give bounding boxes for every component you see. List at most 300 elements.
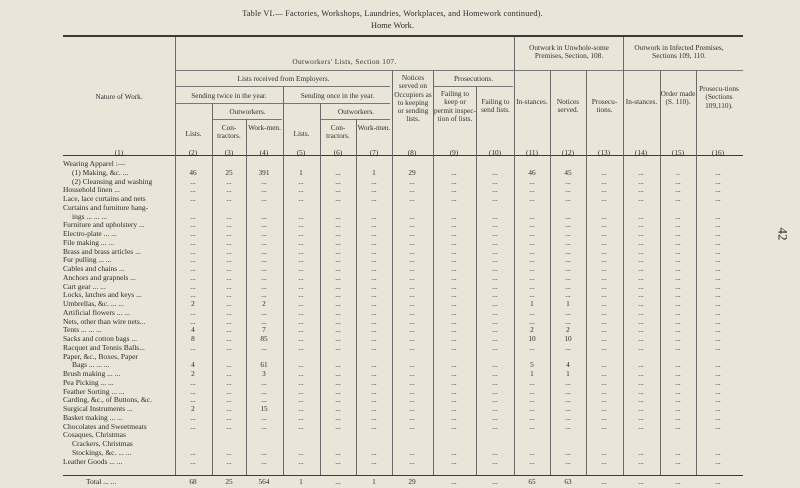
table-cell: 2 — [530, 325, 534, 335]
table-cell: ... — [529, 386, 535, 396]
table-cell: ... — [371, 342, 377, 352]
table-cell: ... — [565, 395, 571, 405]
table-cell: ... — [335, 477, 341, 486]
table-cell: ... — [335, 325, 341, 335]
rule-under-prosecutions — [433, 86, 513, 87]
table-cell: ... — [529, 377, 535, 387]
table-row — [0, 458, 790, 467]
table-cell: ... — [492, 360, 498, 370]
column-number: (7) — [369, 148, 379, 157]
table-cell: ... — [565, 272, 571, 282]
table-cell: ... — [261, 272, 267, 282]
table-cell: ... — [409, 299, 415, 308]
table-cell: ... — [565, 342, 571, 352]
table-cell: ... — [715, 290, 721, 300]
table-cell: ... — [371, 290, 377, 300]
table-cell: ... — [298, 220, 304, 230]
table-cell: ... — [371, 211, 377, 221]
table-cell: ... — [451, 167, 457, 177]
table-cell: ... — [492, 290, 498, 300]
table-cell: ... — [226, 377, 232, 387]
table-cell: ... — [371, 299, 377, 308]
header-failing-keep: Failing to keep or permit inspec-tion of lists. — [434, 89, 476, 123]
row-label: Brass and brass articles ... — [63, 246, 141, 256]
table-cell: ... — [601, 377, 607, 387]
table-cell: ... — [638, 281, 644, 291]
table-cell: ... — [638, 404, 644, 413]
table-cell: 7 — [262, 325, 266, 335]
header-notices-served: Notices served on Occupiers as to keeping or sending lists. — [394, 73, 432, 124]
table-cell: ... — [226, 211, 232, 221]
table-cell: ... — [226, 334, 232, 343]
table-cell: ... — [715, 264, 721, 273]
table-cell: ... — [409, 194, 415, 203]
table-cell: ... — [261, 220, 267, 230]
table-cell: ... — [226, 272, 232, 282]
table-cell: ... — [451, 386, 457, 396]
rule-under-outworkers — [212, 119, 282, 120]
table-cell: ... — [715, 272, 721, 282]
table-cell: ... — [492, 167, 498, 177]
table-row — [0, 248, 790, 257]
table-cell: ... — [675, 307, 681, 317]
table-cell: ... — [409, 264, 415, 273]
table-cell: ... — [715, 176, 721, 186]
table-cell: ... — [261, 377, 267, 387]
header-contractors-a: Con-tractors. — [217, 123, 241, 141]
table-cell: ... — [298, 281, 304, 291]
top-rule — [63, 35, 743, 37]
table-cell: ... — [492, 377, 498, 387]
row-label: Electro-plate ... ... — [63, 229, 117, 238]
table-cell: ... — [451, 220, 457, 230]
table-cell: ... — [190, 185, 196, 195]
table-cell: 4 — [191, 360, 195, 370]
table-cell: ... — [226, 229, 232, 238]
table-cell: ... — [601, 185, 607, 195]
column-number: (15) — [671, 148, 685, 157]
table-cell: ... — [409, 395, 415, 405]
header-instances-a: In-stances. — [516, 97, 548, 106]
table-cell: 391 — [258, 167, 270, 177]
header-prosecutions: Prosecutions. — [453, 74, 494, 83]
table-cell: ... — [638, 220, 644, 230]
table-row — [0, 370, 790, 379]
table-cell: ... — [638, 342, 644, 352]
table-cell: ... — [298, 264, 304, 273]
table-cell: ... — [715, 255, 721, 265]
table-cell: ... — [529, 176, 535, 186]
row-label: Sacks and cotton bags ... — [63, 334, 137, 343]
table-cell: ... — [601, 369, 607, 378]
table-cell: ... — [565, 316, 571, 326]
table-cell: ... — [451, 342, 457, 352]
table-cell: ... — [601, 281, 607, 291]
table-cell: ... — [371, 377, 377, 387]
table-cell: ... — [190, 255, 196, 265]
table-cell: 63 — [564, 477, 572, 486]
table-cell: ... — [261, 176, 267, 186]
table-cell: ... — [190, 395, 196, 405]
table-cell: 2 — [191, 299, 195, 308]
row-label: Cart gear ... ... — [63, 281, 106, 291]
table-cell: ... — [675, 334, 681, 343]
row-label: Total ... ... — [86, 477, 117, 486]
table-cell: ... — [335, 360, 341, 370]
table-subtitle: Home Work. — [371, 21, 414, 30]
header-prosecutions-sections: Prosecu-tions (Sections 109,110). — [699, 84, 739, 110]
table-cell: ... — [675, 211, 681, 221]
table-cell: ... — [638, 246, 644, 256]
table-cell: ... — [335, 404, 341, 413]
table-cell: ... — [492, 325, 498, 335]
table-cell: ... — [451, 316, 457, 326]
table-row — [0, 478, 790, 487]
table-cell: ... — [638, 325, 644, 335]
table-cell: ... — [409, 456, 415, 466]
row-label: Anchors and grapnels ... — [63, 272, 136, 282]
table-cell: ... — [371, 456, 377, 466]
table-cell: ... — [409, 229, 415, 238]
table-cell: ... — [675, 369, 681, 378]
table-cell: ... — [675, 342, 681, 352]
row-label: ings ... ... ... — [72, 211, 108, 221]
table-cell: ... — [261, 307, 267, 317]
table-cell: ... — [675, 246, 681, 256]
table-cell: ... — [298, 412, 304, 422]
page-number: 42 — [775, 227, 791, 241]
table-cell: ... — [565, 421, 571, 431]
column-number: (8) — [407, 148, 417, 157]
table-cell: ... — [529, 255, 535, 265]
table-cell: ... — [371, 220, 377, 230]
table-cell: ... — [371, 395, 377, 405]
table-cell: 10 — [528, 334, 536, 343]
table-cell: ... — [565, 194, 571, 203]
table-cell: ... — [492, 264, 498, 273]
table-cell: ... — [261, 290, 267, 300]
table-cell: ... — [451, 456, 457, 466]
table-cell: ... — [371, 264, 377, 273]
table-cell: ... — [371, 246, 377, 256]
table-cell: ... — [601, 220, 607, 230]
table-cell: ... — [529, 272, 535, 282]
row-label: Stockings, &c. ... ... — [72, 447, 132, 457]
table-cell: ... — [226, 255, 232, 265]
table-cell: ... — [565, 185, 571, 195]
table-cell: ... — [261, 421, 267, 431]
table-cell: ... — [335, 167, 341, 177]
table-cell: ... — [601, 456, 607, 466]
header-lists-a: Lists. — [185, 129, 202, 138]
table-cell: ... — [715, 167, 721, 177]
table-cell: ... — [298, 342, 304, 352]
table-cell: ... — [371, 176, 377, 186]
table-cell: ... — [529, 395, 535, 405]
table-cell: ... — [261, 229, 267, 238]
table-cell: ... — [492, 404, 498, 413]
table-cell: ... — [715, 237, 721, 247]
table-cell: ... — [371, 325, 377, 335]
table-cell: ... — [715, 211, 721, 221]
table-cell: ... — [335, 255, 341, 265]
table-cell: 8 — [191, 334, 195, 343]
column-number: (4) — [259, 148, 269, 157]
table-cell: ... — [715, 342, 721, 352]
table-cell: ... — [298, 272, 304, 282]
table-cell: ... — [675, 185, 681, 195]
column-number: (13) — [597, 148, 611, 157]
table-cell: ... — [298, 255, 304, 265]
table-cell: ... — [529, 290, 535, 300]
table-cell: ... — [261, 395, 267, 405]
table-cell: ... — [715, 360, 721, 370]
table-cell: ... — [638, 334, 644, 343]
table-cell: 1 — [299, 477, 303, 486]
table-cell: ... — [638, 377, 644, 387]
table-cell: ... — [601, 360, 607, 370]
table-cell: ... — [226, 395, 232, 405]
table-cell: 25 — [225, 477, 233, 486]
table-cell: ... — [335, 456, 341, 466]
table-cell: ... — [492, 386, 498, 396]
table-cell: ... — [675, 360, 681, 370]
table-cell: ... — [529, 307, 535, 317]
table-cell: ... — [601, 211, 607, 221]
table-cell: ... — [638, 167, 644, 177]
table-cell: ... — [409, 307, 415, 317]
table-row — [0, 353, 790, 362]
table-cell: ... — [601, 167, 607, 177]
table-cell: 1 — [299, 167, 303, 177]
table-cell: ... — [675, 421, 681, 431]
table-cell: ... — [226, 194, 232, 203]
table-cell: ... — [335, 185, 341, 195]
header-order-made: Order made (S. 110). — [660, 89, 696, 107]
table-cell: ... — [675, 255, 681, 265]
table-cell: ... — [335, 395, 341, 405]
table-cell: ... — [226, 369, 232, 378]
table-cell: 4 — [191, 325, 195, 335]
table-cell: ... — [451, 237, 457, 247]
row-label: Lace, lace curtains and nets — [63, 194, 146, 203]
table-cell: ... — [335, 237, 341, 247]
table-cell: ... — [261, 255, 267, 265]
table-cell: ... — [298, 369, 304, 378]
table-cell: ... — [190, 386, 196, 396]
table-cell: 61 — [260, 360, 268, 370]
table-cell: ... — [190, 307, 196, 317]
table-cell: 85 — [260, 334, 268, 343]
table-cell: ... — [226, 386, 232, 396]
table-cell: 65 — [528, 477, 536, 486]
column-number: (9) — [449, 148, 459, 157]
table-cell: ... — [638, 272, 644, 282]
column-number: (14) — [634, 148, 648, 157]
table-cell: ... — [565, 237, 571, 247]
table-cell: ... — [451, 185, 457, 195]
table-cell: ... — [529, 246, 535, 256]
table-cell: ... — [492, 477, 498, 486]
table-cell: ... — [565, 386, 571, 396]
table-cell: ... — [451, 307, 457, 317]
table-cell: ... — [565, 211, 571, 221]
table-cell: ... — [261, 316, 267, 326]
table-cell: ... — [451, 229, 457, 238]
table-cell: ... — [601, 290, 607, 300]
table-cell: ... — [451, 255, 457, 265]
table-cell: ... — [565, 246, 571, 256]
table-cell: ... — [715, 369, 721, 378]
table-cell: ... — [409, 290, 415, 300]
table-cell: 2 — [191, 369, 195, 378]
table-cell: ... — [298, 456, 304, 466]
table-cell: ... — [190, 229, 196, 238]
table-cell: ... — [675, 377, 681, 387]
table-cell: ... — [492, 447, 498, 457]
column-number: (3) — [224, 148, 234, 157]
row-label: Racquet and Tennis Balls... — [63, 342, 145, 352]
header-unwholesome: Outwork in Unwhole-some Premises, Section, 108. — [529, 43, 609, 61]
table-cell: ... — [492, 281, 498, 291]
table-cell: ... — [298, 237, 304, 247]
table-cell: ... — [451, 360, 457, 370]
row-label: Curtains and furniture hang- — [63, 202, 149, 212]
row-label: Locks, latches and keys ... — [63, 290, 142, 300]
table-cell: ... — [451, 194, 457, 203]
table-cell: ... — [565, 220, 571, 230]
header-outworkers-a: Outworkers. — [229, 107, 266, 116]
table-cell: ... — [715, 229, 721, 238]
table-cell: ... — [492, 316, 498, 326]
table-cell: ... — [371, 229, 377, 238]
table-cell: ... — [492, 237, 498, 247]
table-cell: ... — [298, 211, 304, 221]
table-cell: ... — [409, 421, 415, 431]
table-cell: ... — [715, 421, 721, 431]
table-cell: ... — [529, 264, 535, 273]
column-number: (16) — [711, 148, 725, 157]
table-cell: ... — [565, 447, 571, 457]
table-cell: ... — [601, 334, 607, 343]
table-cell: ... — [675, 404, 681, 413]
table-cell: ... — [675, 229, 681, 238]
column-number: (10) — [488, 148, 502, 157]
table-cell: 29 — [408, 477, 416, 486]
table-cell: ... — [335, 194, 341, 203]
table-cell: ... — [190, 377, 196, 387]
table-cell: ... — [675, 477, 681, 486]
table-cell: 46 — [528, 167, 536, 177]
table-cell: ... — [226, 342, 232, 352]
table-cell: ... — [565, 176, 571, 186]
table-cell: ... — [335, 412, 341, 422]
total-top-rule — [63, 475, 743, 476]
table-cell: ... — [565, 307, 571, 317]
table-cell: ... — [226, 290, 232, 300]
table-cell: ... — [638, 447, 644, 457]
table-cell: ... — [190, 194, 196, 203]
table-cell: ... — [409, 281, 415, 291]
table-cell: ... — [451, 369, 457, 378]
table-cell: ... — [261, 386, 267, 396]
table-cell: ... — [601, 395, 607, 405]
table-cell: ... — [261, 194, 267, 203]
table-cell: ... — [298, 194, 304, 203]
table-cell: 1 — [372, 477, 376, 486]
row-label: Feather Sorting ... ... — [63, 386, 125, 396]
table-cell: ... — [409, 220, 415, 230]
table-cell: ... — [261, 237, 267, 247]
table-cell: 1 — [372, 167, 376, 177]
table-cell: ... — [226, 176, 232, 186]
table-cell: ... — [601, 447, 607, 457]
table-cell: ... — [190, 237, 196, 247]
table-cell: ... — [335, 264, 341, 273]
table-cell: ... — [335, 229, 341, 238]
table-cell: ... — [529, 421, 535, 431]
table-cell: ... — [190, 421, 196, 431]
table-cell: ... — [492, 299, 498, 308]
table-cell: ... — [298, 447, 304, 457]
table-cell: ... — [715, 194, 721, 203]
table-cell: ... — [409, 334, 415, 343]
table-cell: ... — [190, 316, 196, 326]
table-cell: ... — [409, 377, 415, 387]
table-cell: ... — [529, 229, 535, 238]
table-cell: ... — [226, 281, 232, 291]
table-cell: ... — [601, 299, 607, 308]
row-label: Umbrellas, &c. ... ... — [63, 299, 125, 308]
table-cell: ... — [226, 185, 232, 195]
table-cell: ... — [261, 264, 267, 273]
table-cell: ... — [451, 176, 457, 186]
table-cell: ... — [226, 220, 232, 230]
table-cell: ... — [451, 281, 457, 291]
table-cell: ... — [638, 360, 644, 370]
table-cell: ... — [492, 412, 498, 422]
table-cell: ... — [638, 316, 644, 326]
table-cell: ... — [451, 412, 457, 422]
table-cell: ... — [565, 412, 571, 422]
table-cell: ... — [261, 185, 267, 195]
table-cell: ... — [492, 456, 498, 466]
table-cell: ... — [715, 316, 721, 326]
table-cell: ... — [715, 334, 721, 343]
table-cell: ... — [451, 299, 457, 308]
table-cell: 1 — [566, 299, 570, 308]
table-cell: ... — [638, 369, 644, 378]
table-cell: ... — [675, 264, 681, 273]
table-cell: ... — [409, 246, 415, 256]
table-cell: ... — [409, 176, 415, 186]
rule-under-outworkers-2 — [320, 119, 390, 120]
table-cell: ... — [298, 325, 304, 335]
table-cell: ... — [371, 386, 377, 396]
table-cell: ... — [190, 412, 196, 422]
table-cell: ... — [601, 194, 607, 203]
row-label: Chocolates and Sweetmeats — [63, 421, 147, 431]
table-cell: ... — [492, 369, 498, 378]
table-cell: ... — [601, 342, 607, 352]
table-cell: ... — [335, 342, 341, 352]
header-lists-received: Lists received from Employers. — [237, 74, 330, 83]
table-cell: ... — [190, 290, 196, 300]
table-cell: ... — [565, 264, 571, 273]
table-cell: ... — [409, 185, 415, 195]
table-cell: ... — [492, 342, 498, 352]
table-cell: ... — [261, 281, 267, 291]
